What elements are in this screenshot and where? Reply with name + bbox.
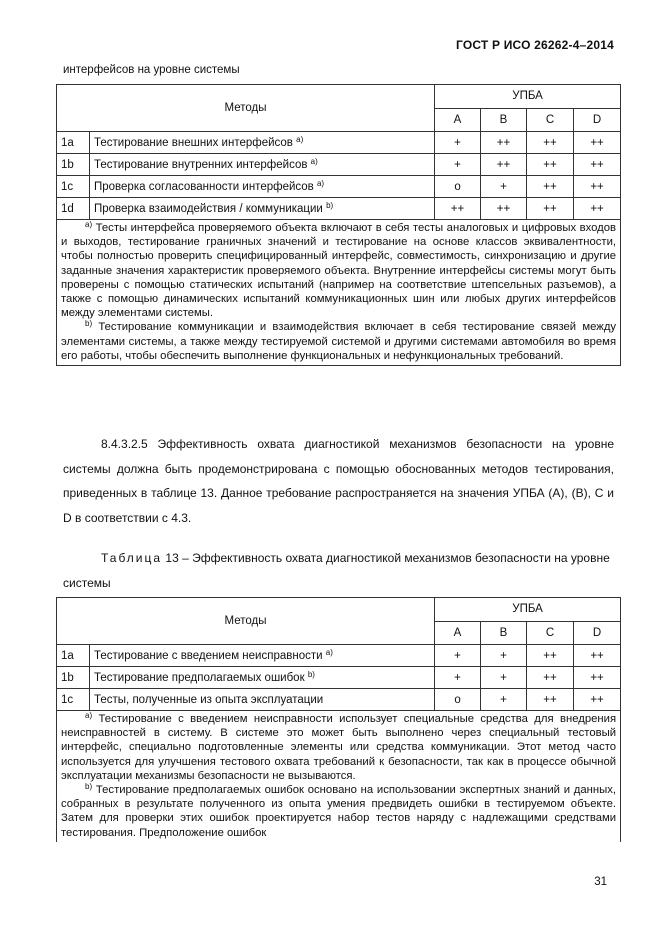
level-header: A	[435, 621, 481, 645]
footnote-mark: a)	[310, 156, 318, 166]
rating-cell: ++	[574, 689, 621, 711]
rating-cell: ++	[527, 689, 574, 711]
rating-cell: ++	[527, 645, 574, 667]
footnote: $^{a)}$ Тесты интерфейса проверяемого объекта включают в себя тесты аналоговых и цифровых входов и выходов, тестирование граничных значений и тестирование на основе классов эквивалентности, чтобы полностью проверить специфицированный интерфейс, совместимость, синхронизацию и другие заданные значения характеристик проверяемого объекта. Внутренние интерфейсы системы могут быть проверены с помощью статических испытаний (например на соответствие штепсельных разъемов), а также с помощью динамических испытаний коммуникационных шин или любых других интерфейсов между элементами системы.	[61, 220, 617, 320]
table-row	[57, 154, 621, 176]
table-row	[57, 132, 621, 154]
rating-cell: o	[435, 689, 481, 711]
method-name: Проверка взаимодействия / коммуникации $^{b)}$	[90, 198, 435, 220]
rating-cell: ++	[574, 645, 621, 667]
rating-cell: ++	[527, 176, 574, 198]
table-row	[57, 176, 621, 198]
rating-cell: +	[435, 154, 481, 176]
rating-cell: +	[481, 176, 527, 198]
methods-header: Методы	[57, 598, 435, 645]
level-header: D	[574, 621, 621, 645]
footnote-mark: a)	[296, 134, 304, 144]
paragraph-8-4-3-2-5: 8.4.3.2.5 Эффективность охвата диагностикой механизмов безопасности на уровне системы должна быть продемонстрирована с помощью обоснованных методов тестирования, приведенных в таблице 13. Данное требование распространяется на значения УПБА (A), (B), C и D в соответствии с 4.3.	[63, 437, 614, 525]
footnote: $^{b)}$ Тестирование предполагаемых ошибок основано на использовании экспертных знаний и данных, собранных в результате полученного из опыта умения предвидеть ошибки в тестируемом объекте. Затем для проверки этих ошибок проектируется набор тестов наряду с надлежащими средствами тестирования. Предположение ошибок	[61, 782, 617, 839]
row-number: 1b	[57, 154, 90, 176]
rating-cell: +	[435, 132, 481, 154]
footnote-mark: b)	[307, 669, 315, 679]
level-header: A	[435, 108, 481, 132]
table-12	[56, 84, 621, 366]
method-name: Тестирование с введением неисправности $^{a)}$	[90, 645, 435, 667]
footnote: $^{a)}$ Тестирование с введением неисправности использует специальные средства для внедрения неисправностей в систему. В системе это может быть выполнено через специальный тестовый интерфейс, специально подготовленные элементы или средства коммуникации. Этот метод часто используется для улучшения тестового охвата требований к безопасности, так как в процессе обычной эксплуатации механизмы безопасности не вызываются.	[61, 711, 617, 782]
rating-cell: +	[481, 667, 527, 689]
standard-header: ГОСТ Р ИСО 26262-4–2014	[455, 38, 614, 52]
level-header: C	[527, 108, 574, 132]
table-row	[57, 198, 621, 220]
rating-cell: ++	[574, 154, 621, 176]
rating-cell: ++	[527, 198, 574, 220]
rating-cell: +	[435, 645, 481, 667]
rating-cell: ++	[574, 198, 621, 220]
upba-header: УПБА	[435, 598, 621, 622]
rating-cell: +	[481, 689, 527, 711]
row-number: 1a	[57, 132, 90, 154]
level-header: C	[527, 621, 574, 645]
level-header: B	[481, 108, 527, 132]
table-footnotes	[57, 220, 621, 366]
rating-cell: ++	[574, 667, 621, 689]
table-row	[57, 645, 621, 667]
rating-cell: ++	[481, 154, 527, 176]
level-header: D	[574, 108, 621, 132]
table-footnotes	[57, 711, 621, 842]
footnote-mark: b)	[326, 200, 334, 210]
rating-cell: ++	[527, 132, 574, 154]
table13-caption: Таблица 13 – Эффективность охвата диагностикой механизмов безопасности на уровне системы	[63, 551, 610, 590]
method-name: Тестирование предполагаемых ошибок $^{b)}$	[90, 667, 435, 689]
table-row	[57, 667, 621, 689]
table-row	[57, 689, 621, 711]
rating-cell: ++	[435, 198, 481, 220]
upba-header: УПБА	[435, 85, 621, 109]
method-name: Тестирование внутренних интерфейсов $^{a)}$	[90, 154, 435, 176]
method-name: Проверка согласованности интерфейсов $^{a)}$	[90, 176, 435, 198]
footnote: $^{b)}$ Тестирование коммуникации и взаимодействия включает в себя тестирование связей между элементами системы, а также между тестируемой системой и другими системами автомобиля во время его работы, чтобы обеспечить выполнение функциональных и нефункциональных требований.	[61, 319, 617, 362]
rating-cell: ++	[574, 176, 621, 198]
rating-cell: ++	[481, 198, 527, 220]
row-number: 1d	[57, 198, 90, 220]
methods-header: Методы	[57, 85, 435, 132]
table-13	[56, 597, 621, 842]
table12-caption-continuation: интерфейсов на уровне системы	[63, 64, 240, 76]
method-name: Тесты, полученные из опыта эксплуатации	[90, 689, 435, 711]
rating-cell: ++	[527, 667, 574, 689]
rating-cell: +	[435, 667, 481, 689]
row-number: 1c	[57, 176, 90, 198]
footnote-mark: a)	[325, 647, 333, 657]
row-number: 1b	[57, 667, 90, 689]
rating-cell: +	[481, 645, 527, 667]
page-number: 31	[594, 876, 607, 888]
level-header: B	[481, 621, 527, 645]
rating-cell: ++	[481, 132, 527, 154]
rating-cell: ++	[527, 154, 574, 176]
rating-cell: ++	[574, 132, 621, 154]
row-number: 1a	[57, 645, 90, 667]
method-name: Тестирование внешних интерфейсов $^{a)}$	[90, 132, 435, 154]
row-number: 1c	[57, 689, 90, 711]
footnote-mark: a)	[316, 178, 325, 188]
rating-cell: o	[435, 176, 481, 198]
